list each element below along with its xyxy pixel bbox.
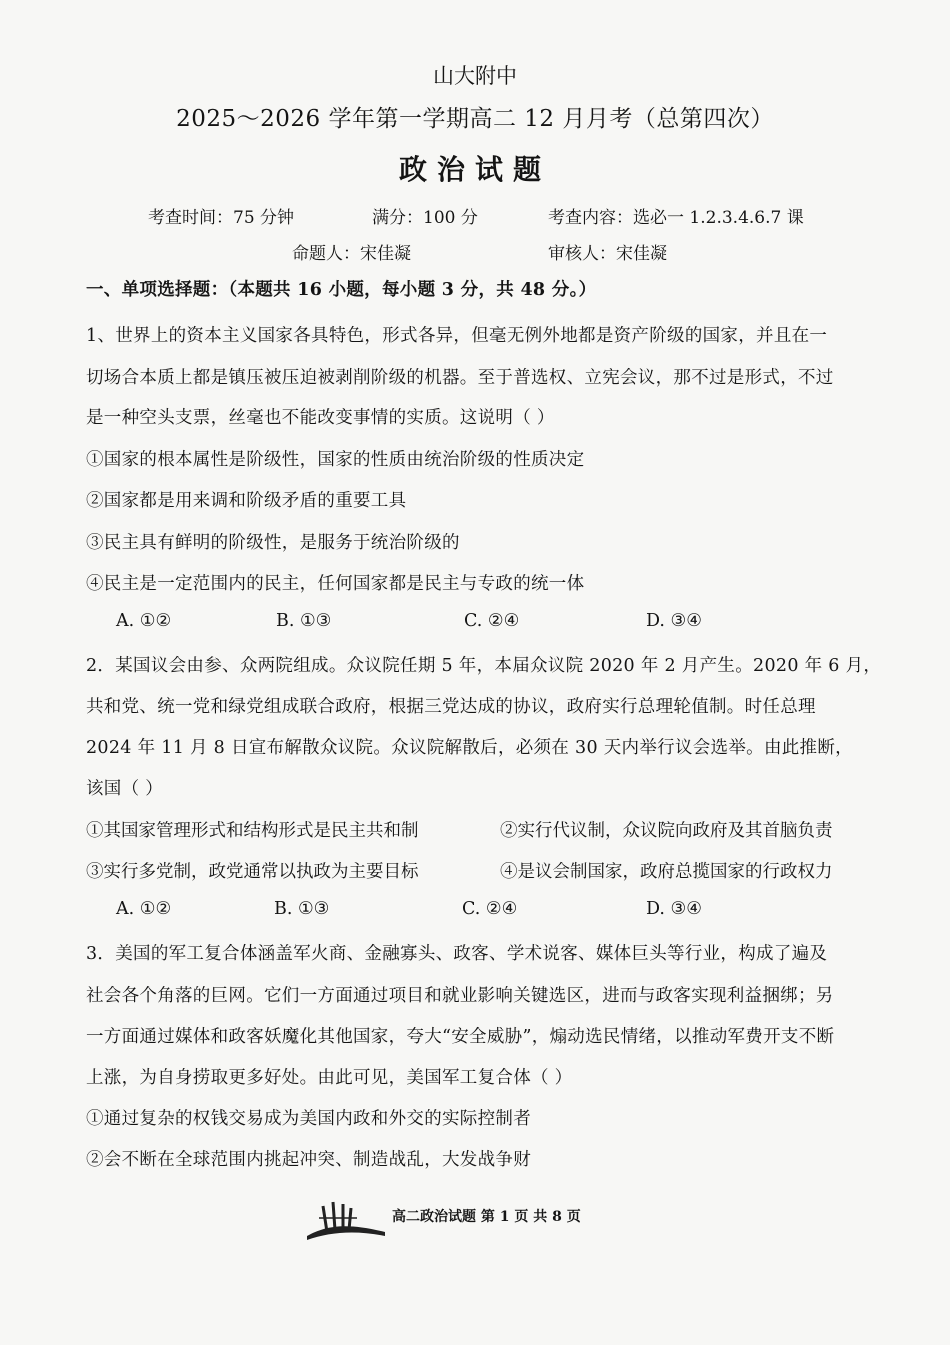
q2-stem-line: 该国（ ） [86, 779, 164, 799]
q2-item: ①其国家管理形式和结构形式是民主共和制 [86, 821, 419, 841]
q2-stem-line: 共和党、统一党和绿党组成联合政府，根据三党达成的协议，政府实行总理轮值制。时任总理 [86, 697, 816, 717]
q3-stem-line: 上涨，为自身捞取更多好处。由此可见，美国军工复合体（ ） [86, 1068, 573, 1088]
q1-option-c: C. ②④ [464, 611, 520, 631]
q2-option-b: B. ①③ [274, 899, 330, 919]
exam-title: 2025～2026 学年第一学期高二 12 月月考（总第四次） [176, 106, 774, 132]
q1-stem-line: 切场合本质上都是镇压被压迫被剥削阶级的机器。至于普选权、立宪会议，那不过是形式，不过 [86, 368, 834, 388]
q1-option-b: B. ①③ [276, 611, 332, 631]
q3-item: ②会不断在全球范围内挑起冲突、制造战乱，大发战争财 [86, 1150, 531, 1170]
q1-item: ①国家的根本属性是阶级性，国家的性质由统治阶级的性质决定 [86, 450, 585, 470]
q1-stem-line: 1、世界上的资本主义国家各具特色，形式各异，但毫无例外地都是资产阶级的国家，并且在一 [86, 326, 828, 346]
q2-item: ④是议会制国家，政府总揽国家的行政权力 [500, 862, 833, 882]
q1-option-a: A. ①② [116, 611, 172, 631]
q3-item: ①通过复杂的权钱交易成为美国内政和外交的实际控制者 [86, 1109, 531, 1129]
exam-content: 考查内容：选必一 1.2.3.4.6.7 课 [548, 208, 804, 228]
full-score: 满分：100 分 [372, 208, 478, 228]
q2-stem-line: 2024 年 11 月 8 日宣布解散众议院。众议院解散后，必须在 30 天内举行议会选举。由此推断， [86, 738, 853, 758]
school-name: 山大附中 [433, 64, 517, 88]
q2-item: ③实行多党制，政党通常以执政为主要目标 [86, 862, 419, 882]
q2-stem-line: 2．某国议会由参、众两院组成。众议院任期 5 年，本届众议院 2020 年 2 月产生。2020 年 6 月， [86, 656, 882, 676]
q3-stem-line: 社会各个角落的巨网。它们一方面通过项目和就业影响关键选区，进而与政客实现利益捆绑；另 [86, 986, 834, 1006]
question-author: 命题人：宋佳凝 [292, 244, 411, 264]
school-logo-icon [305, 1196, 387, 1242]
subject-title: 政治试题 [398, 153, 551, 186]
q1-item: ④民主是一定范围内的民主，任何国家都是民主与专政的统一体 [86, 574, 585, 594]
question-reviewer: 审核人：宋佳凝 [548, 244, 667, 264]
q2-option-c: C. ②④ [462, 899, 518, 919]
q3-stem-line: 3．美国的军工复合体涵盖军火商、金融寡头、政客、学术说客、媒体巨头等行业，构成了遍及 [86, 944, 828, 964]
q1-item: ③民主具有鲜明的阶级性，是服务于统治阶级的 [86, 533, 460, 553]
q3-stem-line: 一方面通过媒体和政客妖魔化其他国家，夸大“安全威胁”，煽动选民情绪，以推动军费开支不断 [86, 1027, 835, 1047]
section-title: 一、单项选择题：（本题共 16 小题，每小题 3 分，共 48 分。） [86, 280, 597, 300]
page-footer: 高二政治试题 第 1 页 共 8 页 [392, 1209, 581, 1225]
q1-stem-line: 是一种空头支票，丝毫也不能改变事情的实质。这说明（ ） [86, 408, 555, 428]
q1-item: ②国家都是用来调和阶级矛盾的重要工具 [86, 491, 407, 511]
q1-option-d: D. ③④ [646, 611, 702, 631]
q2-option-a: A. ①② [116, 899, 172, 919]
q2-item: ②实行代议制，众议院向政府及其首脑负责 [500, 821, 833, 841]
exam-time: 考查时间：75 分钟 [148, 208, 295, 228]
q2-option-d: D. ③④ [646, 899, 702, 919]
